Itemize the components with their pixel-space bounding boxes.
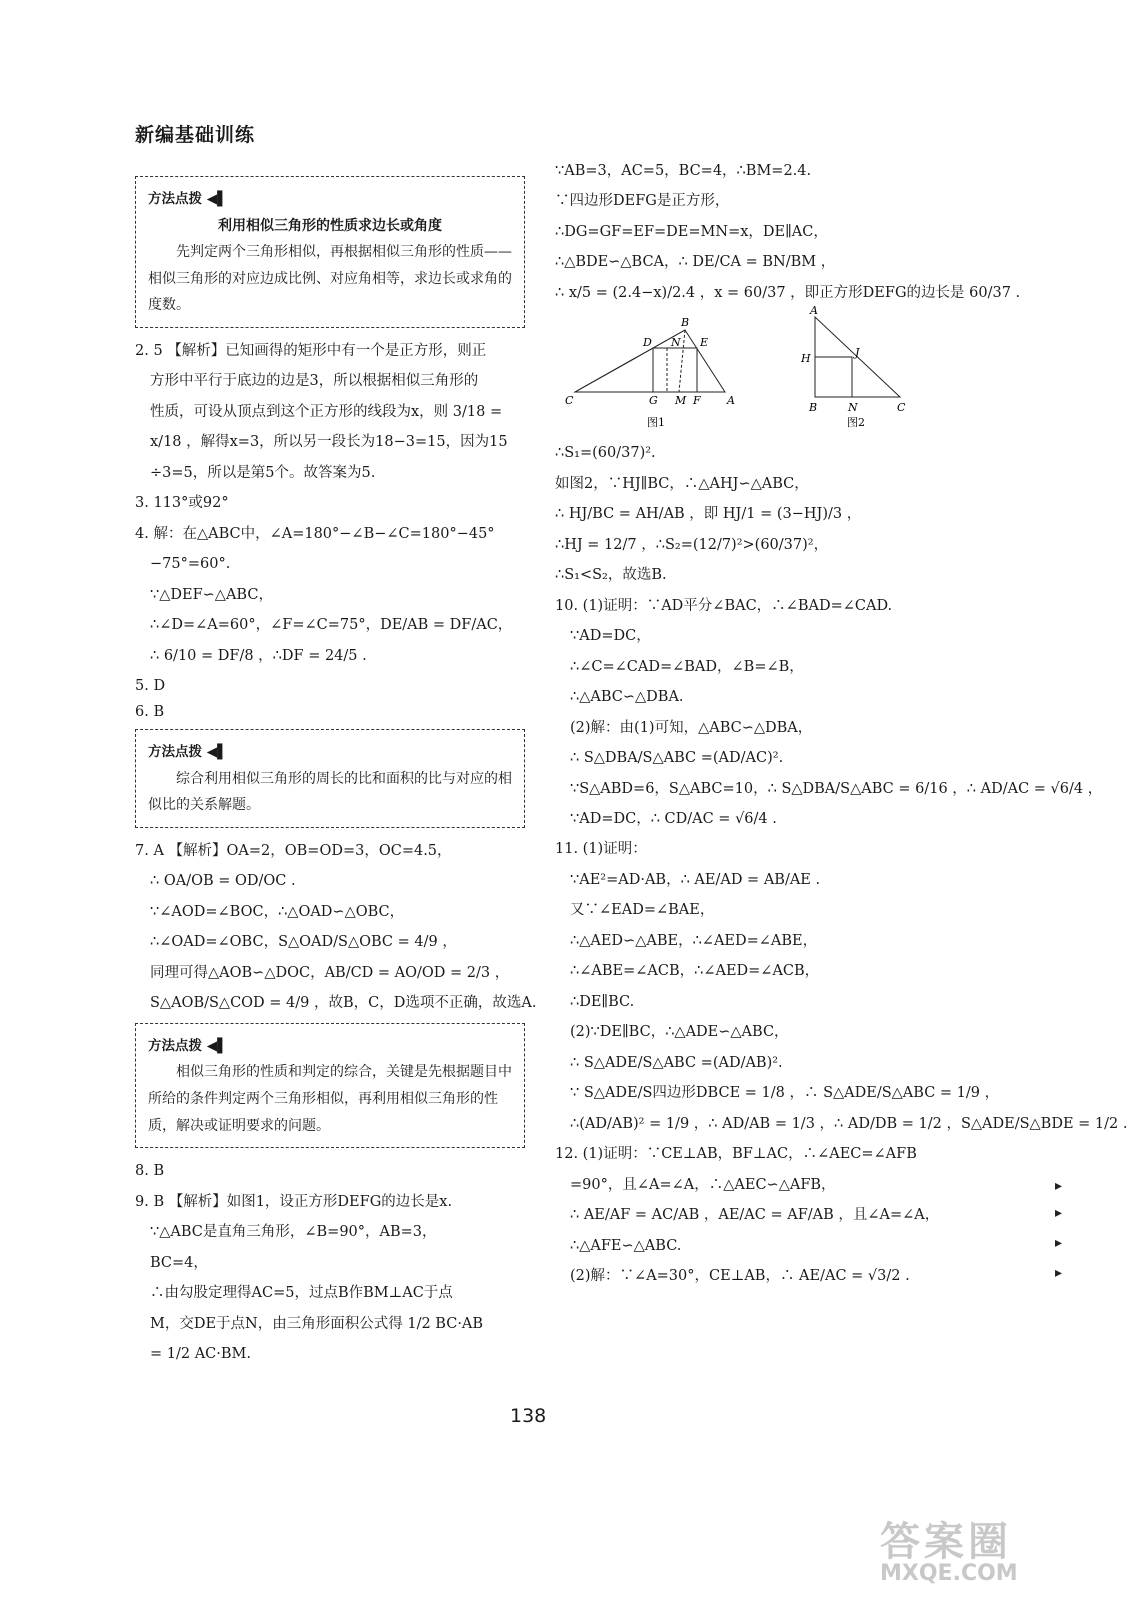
answer-line: ∴ 6/10 = DF/8 ，∴DF = 24/5 .	[150, 647, 367, 664]
answer-line: 2. 5 【解析】已知画得的矩形中有一个是正方形，则正	[135, 343, 487, 360]
answer-line: BC=4，	[150, 1254, 208, 1271]
answer-line: ∴△BDE∽△BCA，∴ DE/CA = BN/BM ，	[555, 254, 836, 271]
answer-line: ∵△DEF∽△ABC，	[150, 586, 273, 603]
method-tip-text: 综合利用相似三角形的周长的比和面积的比与对应的相似比的关系解题。	[148, 770, 512, 814]
answer-line: ∴S₁<S₂，故选B.	[555, 567, 667, 584]
answer-line: =90°，且∠A=∠A，∴△AEC∽△AFB，	[570, 1176, 836, 1193]
answer-line: 9. B 【解析】如图1，设正方形DEFG的边长是x.	[135, 1193, 453, 1210]
method-tip-heading: 方法点拨 ◀▌	[148, 1037, 228, 1054]
answer-line: 方形中平行于底边的边是3，所以根据相似三角形的	[150, 373, 479, 390]
answer-line: 6. B	[135, 703, 165, 720]
method-tip-heading: 方法点拨 ◀▌	[148, 744, 228, 761]
answer-line: ∴∠C=∠CAD=∠BAD，∠B=∠B，	[570, 658, 804, 675]
answer-line: ∵AE²=AD·AB，∴ AE/AD = AB/AE .	[570, 871, 821, 888]
answer-line: ∵∠AOD=∠BOC，∴△OAD∽△OBC，	[150, 903, 405, 920]
answer-line: 同理可得△AOB∽△DOC，AB/CD = AO/OD = 2/3 ，	[150, 964, 510, 981]
method-tip-text: 先判定两个三角形相似，再根据相似三角形的性质——相似三角形的对应边成比例、对应角相等，求边长或求角的度数。	[148, 244, 512, 314]
geometry-figures	[555, 304, 945, 432]
fig1-label: E	[700, 336, 709, 350]
margin-arrow-icon: ▸	[1055, 1205, 1063, 1221]
answer-line: ∴由勾股定理得AC=5，过点B作BM⊥AC于点	[150, 1285, 453, 1302]
answer-line: ∴HJ = 12/7 ，∴S₂=(12/7)²>(60/37)²，	[555, 536, 829, 553]
method-tip-box-3	[135, 1023, 525, 1148]
fig1-label: D	[643, 336, 652, 350]
speaker-icon: ◀▌	[206, 744, 228, 761]
speaker-icon: ◀▌	[206, 191, 228, 207]
answer-line: ∴△AED∽△ABE，∴∠AED=∠ABE，	[570, 932, 818, 949]
margin-arrow-icon: ▸	[1055, 1265, 1063, 1281]
page-number: 138	[510, 1405, 547, 1427]
answer-line: 8. B	[135, 1163, 165, 1180]
method-tip-box-2	[135, 729, 525, 828]
answer-line: ∴ OA/OB = OD/OC .	[150, 873, 296, 890]
figure-svg	[555, 304, 945, 432]
answer-line: ∵S△ABD=6，S△ABC=10，∴ S△DBA/S△ABC = 6/16 ，∴ AD/AC = √6/4 ，	[570, 780, 1103, 797]
fig1-label: B	[681, 316, 690, 330]
answer-line: ÷3=5，所以是第5个。故答案为5.	[150, 464, 376, 481]
fig1-label: M	[675, 394, 687, 408]
fig1-label: G	[649, 394, 658, 408]
method-tip-text: 相似三角形的性质和判定的综合，关键是先根据题目中所给的条件判定两个三角形相似，再利用相似三角形的性质，解决或证明要求的问题。	[148, 1064, 512, 1134]
fig1-label: N	[671, 336, 681, 350]
method-tip-heading: 方法点拨 ◀▌	[148, 191, 228, 207]
answer-line: ∵△ABC是直角三角形，∠B=90°，AB=3，	[150, 1224, 437, 1241]
fig2-label: J	[855, 346, 860, 360]
answer-line: 10. (1)证明：∵AD平分∠BAC，∴∠BAD=∠CAD.	[555, 597, 893, 614]
answer-line: ∵四边形DEFG是正方形，	[555, 193, 730, 210]
answer-line: ∴DG=GF=EF=DE=MN=x，DE∥AC，	[555, 223, 828, 240]
answer-line: 如图2，∵HJ∥BC，∴△AHJ∽△ABC，	[555, 475, 809, 492]
answer-line: = 1/2 AC·BM.	[150, 1345, 251, 1362]
answer-line: 5. D	[135, 678, 166, 695]
answer-line: (2)∵DE∥BC，∴△ADE∽△ABC，	[570, 1024, 789, 1041]
answer-line: ∴∠OAD=∠OBC，S△OAD/S△OBC = 4/9 ，	[150, 934, 457, 951]
site-watermark	[880, 1510, 1018, 1586]
fig2-label: C	[897, 401, 906, 415]
answer-line: ∵ S△ADE/S四边形DBCE = 1/8 ，∴ S△ADE/S△ABC = 1/9 ，	[570, 1085, 1000, 1102]
answer-line: ∵AB=3，AC=5，BC=4，∴BM=2.4.	[555, 163, 812, 179]
watermark-url: MXQE.COM	[880, 1561, 1018, 1586]
answer-line: M，交DE于点N，由三角形面积公式得 1/2 BC·AB	[150, 1315, 484, 1332]
margin-arrow-icon: ▸	[1055, 1178, 1063, 1194]
answer-line: ∴△ABC∽△DBA.	[570, 689, 684, 706]
answer-line: ∴∠D=∠A=60°，∠F=∠C=75°，DE/AB = DF/AC，	[150, 617, 513, 634]
margin-arrow-icon: ▸	[1055, 1235, 1063, 1251]
fig2-label: A	[810, 304, 818, 318]
fig2-label: H	[801, 352, 811, 366]
answer-line: ∴ AE/AF = AC/AB ，AE/AC = AF/AB ，且∠A=∠A，	[570, 1207, 940, 1224]
answer-line: x/18 ，解得x=3，所以另一段长为18−3=15，因为15	[150, 434, 508, 451]
fig2-label: B	[809, 401, 818, 415]
watermark-logo-text: 答案圈	[880, 1519, 1012, 1565]
answer-line: 12. (1)证明：∵CE⊥AB，BF⊥AC，∴∠AEC=∠AFB	[555, 1146, 917, 1163]
fig1-label: C	[565, 394, 574, 408]
answer-line: ∵AD=DC，∴ CD/AC = √6/4 .	[570, 810, 777, 827]
answer-line: ∵AD=DC，	[570, 628, 651, 645]
answer-line: ∴ S△ADE/S△ABC =(AD/AB)².	[570, 1054, 783, 1071]
answer-line: 3. 113°或92°	[135, 495, 229, 512]
answer-line: 11. (1)证明：	[555, 841, 647, 858]
answer-line: ∴∠ABE=∠ACB，∴∠AED=∠ACB，	[570, 963, 820, 980]
fig1-label: A	[727, 394, 735, 408]
answer-line: 又∵∠EAD=∠BAE，	[570, 902, 715, 919]
answer-line: 性质，可设从顶点到这个正方形的线段为x，则 3/18 =	[150, 403, 503, 420]
answer-line: 4. 解：在△ABC中，∠A=180°−∠B−∠C=180°−45°	[135, 525, 495, 542]
answer-line: ∴(AD/AB)² = 1/9 ，∴ AD/AB = 1/3 ，∴ AD/DB = 1/2 ，S△ADE/S△BDE = 1/2 .	[570, 1115, 1127, 1132]
answer-line: (2)解：∵∠A=30°，CE⊥AB，∴ AE/AC = √3/2 .	[570, 1268, 910, 1284]
answer-line: ∴ HJ/BC = AH/AB ，即 HJ/1 = (3−HJ)/3 ，	[555, 506, 862, 523]
answer-line: ∴ S△DBA/S△ABC =(AD/AC)².	[570, 750, 784, 767]
answer-line: (2)解：由(1)可知，△ABC∽△DBA，	[570, 719, 813, 736]
right-column	[555, 160, 1127, 1295]
section-title: 新编基础训练	[135, 124, 256, 146]
answer-line: S△AOB/S△COD = 4/9 ，故B，C，D选项不正确，故选A.	[150, 995, 537, 1012]
answer-line: ∴△AFE∽△ABC.	[570, 1237, 682, 1254]
answer-line: ∴ x/5 = (2.4−x)/2.4 ，x = 60/37 ，即正方形DEFG的边长是 60/37 .	[555, 284, 1021, 301]
figure-2-caption: 图2	[847, 416, 865, 430]
method-tip-box-1	[135, 176, 525, 328]
method-tip-subtitle: 利用相似三角形的性质求边长或角度	[218, 217, 442, 234]
answer-line: 7. A 【解析】OA=2，OB=OD=3，OC=4.5，	[135, 842, 452, 859]
speaker-icon: ◀▌	[206, 1037, 228, 1054]
figure-1-caption: 图1	[647, 416, 665, 430]
fig2-label: N	[848, 401, 858, 415]
answer-line: ∴DE∥BC.	[570, 993, 635, 1010]
left-column	[135, 170, 537, 1373]
answer-line: ∴S₁=(60/37)².	[555, 445, 656, 462]
answer-line: −75°=60°.	[150, 556, 231, 573]
fig1-label: F	[693, 394, 701, 408]
